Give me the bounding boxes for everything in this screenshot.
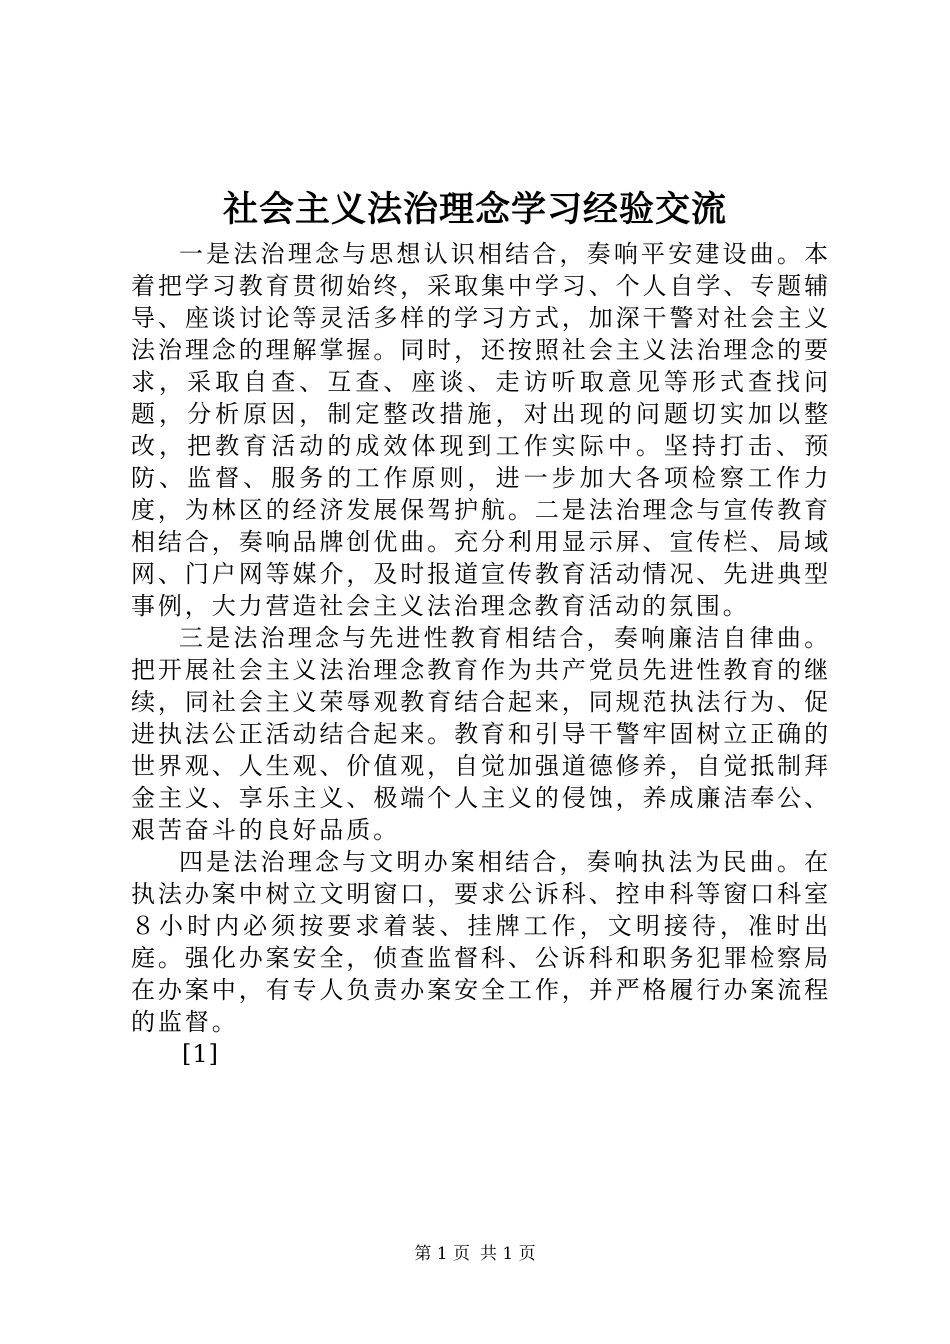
page-total: 共 1 页 xyxy=(480,1244,536,1264)
reference-marker: [1] xyxy=(182,1040,219,1068)
paragraph-3: 四是法治理念与文明办案相结合，奏响执法为民曲。在执法办案中树立文明窗口，要求公诉科、控申科等窗口科室８小时内必须按要求着装、挂牌工作，文明接待，准时出庭。强化办案安全，侦查监督科、公诉科和职务犯罪检察局在办案中，有专人负责办案安全工作，并严格履行办案流程的监督。 xyxy=(131,848,831,1036)
page-footer xyxy=(0,1242,950,1266)
document-title: 社会主义法治理念学习经验交流 xyxy=(222,189,727,230)
paragraph-1: 一是法治理念与思想认识相结合，奏响平安建设曲。本着把学习教育贯彻始终，采取集中学习、个人自学、专题辅导、座谈讨论等灵活多样的学习方式，加深干警对社会主义法治理念的理解掌握。同时，还按照社会主义法治理念的要求，采取自查、互查、座谈、走访听取意见等形式查找问题，分析原因，制定整改措施，对出现的问题切实加以整改，把教育活动的成效体现到工作实际中。坚持打击、预防、监督、服务的工作原则，进一步加大各项检察工作力度，为林区的经济发展保驾护航。二是法治理念与宣传教育相结合，奏响品牌创优曲。充分利用显示屏、宣传栏、局域网、门户网等媒介，及时报道宣传教育活动情况、先进典型事例，大力营造社会主义法治理念教育活动的氛围。 xyxy=(131,240,831,620)
paragraph-2: 三是法治理念与先进性教育相结合，奏响廉洁自律曲。把开展社会主义法治理念教育作为共产党员先进性教育的继续，同社会主义荣辱观教育结合起来，同规范执法行为、促进执法公正活动结合起来。教育和引导干警牢固树立正确的世界观、人生观、价值观，自觉加强道德修养，自觉抵制拜金主义、享乐主义、极端个人主义的侵蚀，养成廉洁奉公、艰苦奋斗的良好品质。 xyxy=(131,624,831,844)
document-body xyxy=(131,238,831,1070)
page-number: 第 1 页 xyxy=(414,1244,470,1264)
